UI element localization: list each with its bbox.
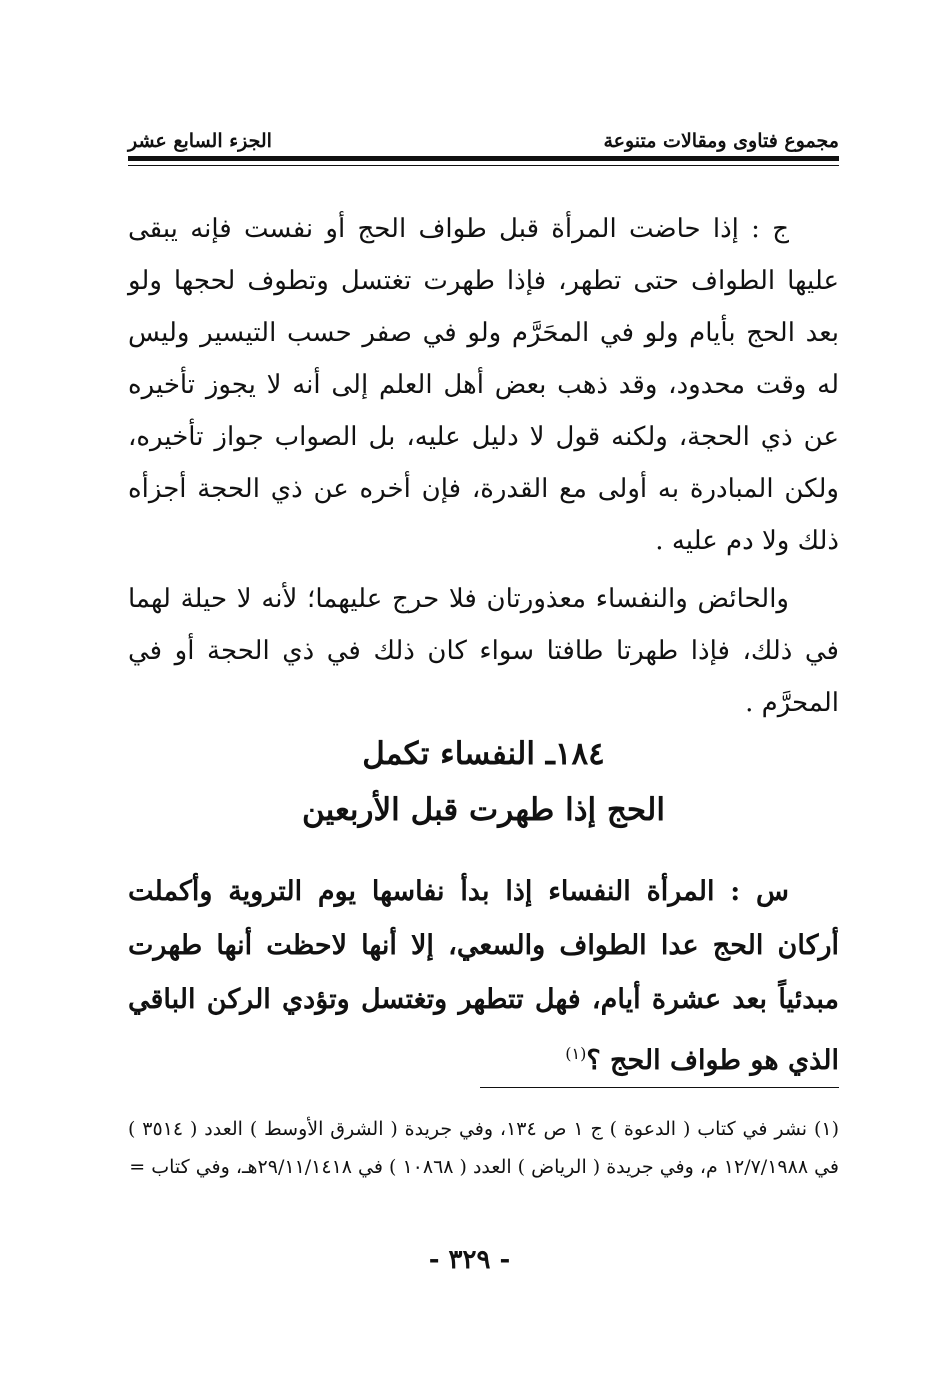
running-header [128,120,839,152]
footnote: (١) نشر في كتاب ( الدعوة ) ج ١ ص ١٣٤، وفي جريدة ( الشرق الأوسط ) العدد ( ٣٥١٤ ) في ١٢/٧/١٩٨٨ م، وفي جريدة ( الرياض ) العدد ( ١٠٨٦٨ ) في ٢٩/١١/١٤١٨هـ، وفي كتاب = [128,1118,840,1178]
question-paragraph [128,865,839,1088]
answer-body [128,203,839,735]
volume-label: الجزء السابع عشر [128,130,272,152]
question-text: س : المرأة النفساء إذا بدأ نفاسها يوم التروية وأكملت أركان الحج عدا الطواف والسعي، إلا أنها لاحظت أنها طهرت مبدئياً بعد عشرة أيام، فهل تتطهر وتغتسل وتؤدي الركن الباقي الذي هو طواف الحج ؟ [128,876,839,1076]
heading-line-1: ١٨٤ـ النفساء تكمل [362,736,605,772]
page-number: - ٣٢٩ - [428,1245,511,1275]
book-title: مجموع فتاوى ومقالات متنوعة [603,130,839,152]
footnote-reference: (١) [565,1044,587,1063]
header-rule-thick [128,156,839,161]
footnote-separator [480,1087,839,1088]
fatwa-heading [128,726,839,838]
answer-paragraph: والحائض والنفساء معذورتان فلا حرج عليهما؛ لأنه لا حيلة لهما في ذلك، فإذا طهرتا طافتا سواء كان ذلك في ذي الحجة أو في المحرَّم . [128,584,839,718]
answer-paragraph: ج : إذا حاضت المرأة قبل طواف الحج أو نفست فإنه يبقى عليها الطواف حتى تطهر، فإذا طهرت تغتسل وتطوف لحجها ولو بعد الحج بأيام ولو في المحَرَّم ولو في صفر حسب التيسير وليس له وقت محدود، وقد ذهب بعض أهل العلم إلى أنه لا يجوز تأخيره عن ذي الحجة، ولكنه قول لا دليل عليه، بل الصواب جواز تأخيره، ولكن المبادرة به أولى مع القدرة، فإن أخره عن ذي الحجة أجزأه ذلك ولا دم عليه . [128,214,839,556]
header-rule-thin [128,165,839,166]
heading-line-2: الحج إذا طهرت قبل الأربعين [302,792,665,828]
